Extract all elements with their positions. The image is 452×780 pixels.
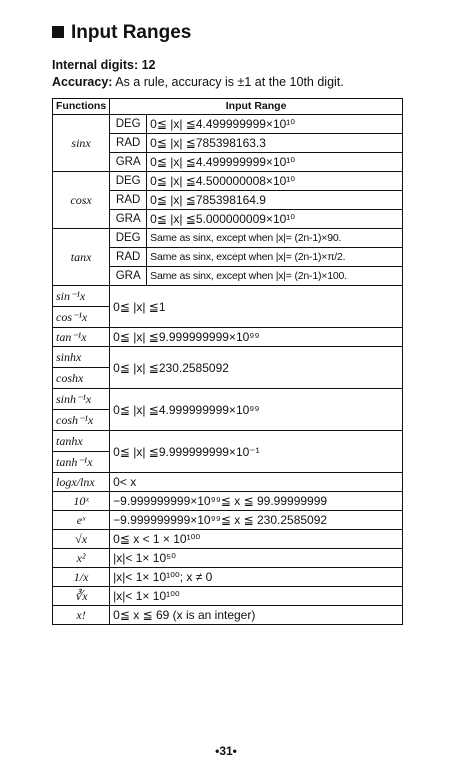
range-cell: 0≦ |x| ≦5.000000009×10¹⁰ bbox=[147, 210, 403, 229]
function-cell: 1/x bbox=[53, 568, 110, 587]
function-cell: tanhx bbox=[53, 431, 110, 452]
function-cell: tanh⁻¹x bbox=[53, 452, 110, 473]
range-cell: 0≦ |x| ≦4.999999999×10⁹⁹ bbox=[110, 389, 403, 431]
mode-cell: DEG bbox=[110, 115, 147, 134]
function-cell: coshx bbox=[53, 368, 110, 389]
range-cell: 0≦ |x| ≦9.999999999×10⁻¹ bbox=[110, 431, 403, 473]
table-row bbox=[53, 473, 403, 492]
function-cell: sinh⁻¹x bbox=[53, 389, 110, 410]
table-row bbox=[53, 492, 403, 511]
table-row bbox=[53, 389, 403, 410]
table-row bbox=[53, 328, 403, 347]
table-row bbox=[53, 606, 403, 625]
function-cell: cos⁻¹x bbox=[53, 307, 110, 328]
range-cell: 0≦ |x| ≦1 bbox=[110, 286, 403, 328]
function-cell: x² bbox=[53, 549, 110, 568]
range-cell: Same as sinx, except when |x|= (2n-1)×100. bbox=[147, 267, 403, 286]
input-range-table bbox=[52, 98, 403, 625]
section-title-text: Input Ranges bbox=[71, 22, 192, 43]
table-row bbox=[53, 172, 403, 191]
table-row bbox=[53, 347, 403, 368]
table-row bbox=[53, 286, 403, 307]
range-cell: Same as sinx, except when |x|= (2n-1)×90. bbox=[147, 229, 403, 248]
table-row bbox=[53, 530, 403, 549]
range-cell: |x|< 1× 10¹⁰⁰; x ≠ 0 bbox=[110, 568, 403, 587]
function-cell: tanx bbox=[53, 229, 110, 286]
function-cell: √x bbox=[53, 530, 110, 549]
range-cell: 0≦ |x| ≦230.2585092 bbox=[110, 347, 403, 389]
function-cell: sinx bbox=[53, 115, 110, 172]
function-cell: logx/lnx bbox=[53, 473, 110, 492]
mode-cell: GRA bbox=[110, 267, 147, 286]
mode-cell: RAD bbox=[110, 191, 147, 210]
range-cell: 0≦ |x| ≦4.499999999×10¹⁰ bbox=[147, 153, 403, 172]
mode-cell: DEG bbox=[110, 172, 147, 191]
range-cell: 0≦ |x| ≦4.499999999×10¹⁰ bbox=[147, 115, 403, 134]
table-row bbox=[53, 431, 403, 452]
function-cell: 10ˣ bbox=[53, 492, 110, 511]
range-cell: 0≦ |x| ≦4.500000008×10¹⁰ bbox=[147, 172, 403, 191]
accuracy-line: Accuracy: As a rule, accuracy is ±1 at the 10th digit. bbox=[52, 75, 344, 89]
internal-digits-value: 12 bbox=[141, 58, 156, 72]
table-header-row bbox=[53, 99, 403, 115]
range-cell: 0≦ |x| ≦9.999999999×10⁹⁹ bbox=[110, 328, 403, 347]
table-row bbox=[53, 229, 403, 248]
range-cell: |x|< 1× 10⁵⁰ bbox=[110, 549, 403, 568]
mode-cell: RAD bbox=[110, 134, 147, 153]
range-cell: −9.999999999×10⁹⁹≦ x ≦ 99.99999999 bbox=[110, 492, 403, 511]
range-cell: 0< x bbox=[110, 473, 403, 492]
mode-cell: RAD bbox=[110, 248, 147, 267]
function-cell: x! bbox=[53, 606, 110, 625]
mode-cell: GRA bbox=[110, 210, 147, 229]
internal-digits-line: Internal digits: 12 bbox=[52, 58, 156, 72]
function-cell: ∛x bbox=[53, 587, 110, 606]
page-number: •31• bbox=[215, 744, 237, 758]
range-cell: |x|< 1× 10¹⁰⁰ bbox=[110, 587, 403, 606]
range-cell: 0≦ |x| ≦785398163.3 bbox=[147, 134, 403, 153]
section-title bbox=[52, 22, 191, 44]
functions-header: Functions bbox=[53, 99, 110, 115]
function-cell: cosx bbox=[53, 172, 110, 229]
function-cell: sinhx bbox=[53, 347, 110, 368]
function-cell: eˣ bbox=[53, 511, 110, 530]
table-row bbox=[53, 587, 403, 606]
table-row bbox=[53, 568, 403, 587]
input-range-header: Input Range bbox=[110, 99, 403, 115]
function-cell: cosh⁻¹x bbox=[53, 410, 110, 431]
table-row bbox=[53, 115, 403, 134]
range-cell: 0≦ |x| ≦785398164.9 bbox=[147, 191, 403, 210]
mode-cell: DEG bbox=[110, 229, 147, 248]
accuracy-text: As a rule, accuracy is ±1 at the 10th digit. bbox=[115, 75, 344, 89]
function-cell: tan⁻¹x bbox=[53, 328, 110, 347]
range-cell: Same as sinx, except when |x|= (2n-1)×π/2. bbox=[147, 248, 403, 267]
table-row bbox=[53, 549, 403, 568]
mode-cell: GRA bbox=[110, 153, 147, 172]
function-cell: sin⁻¹x bbox=[53, 286, 110, 307]
table-row bbox=[53, 511, 403, 530]
range-cell: −9.999999999×10⁹⁹≦ x ≦ 230.2585092 bbox=[110, 511, 403, 530]
square-bullet-icon bbox=[52, 26, 64, 38]
range-cell: 0≦ x ≦ 69 (x is an integer) bbox=[110, 606, 403, 625]
range-cell: 0≦ x < 1 × 10¹⁰⁰ bbox=[110, 530, 403, 549]
